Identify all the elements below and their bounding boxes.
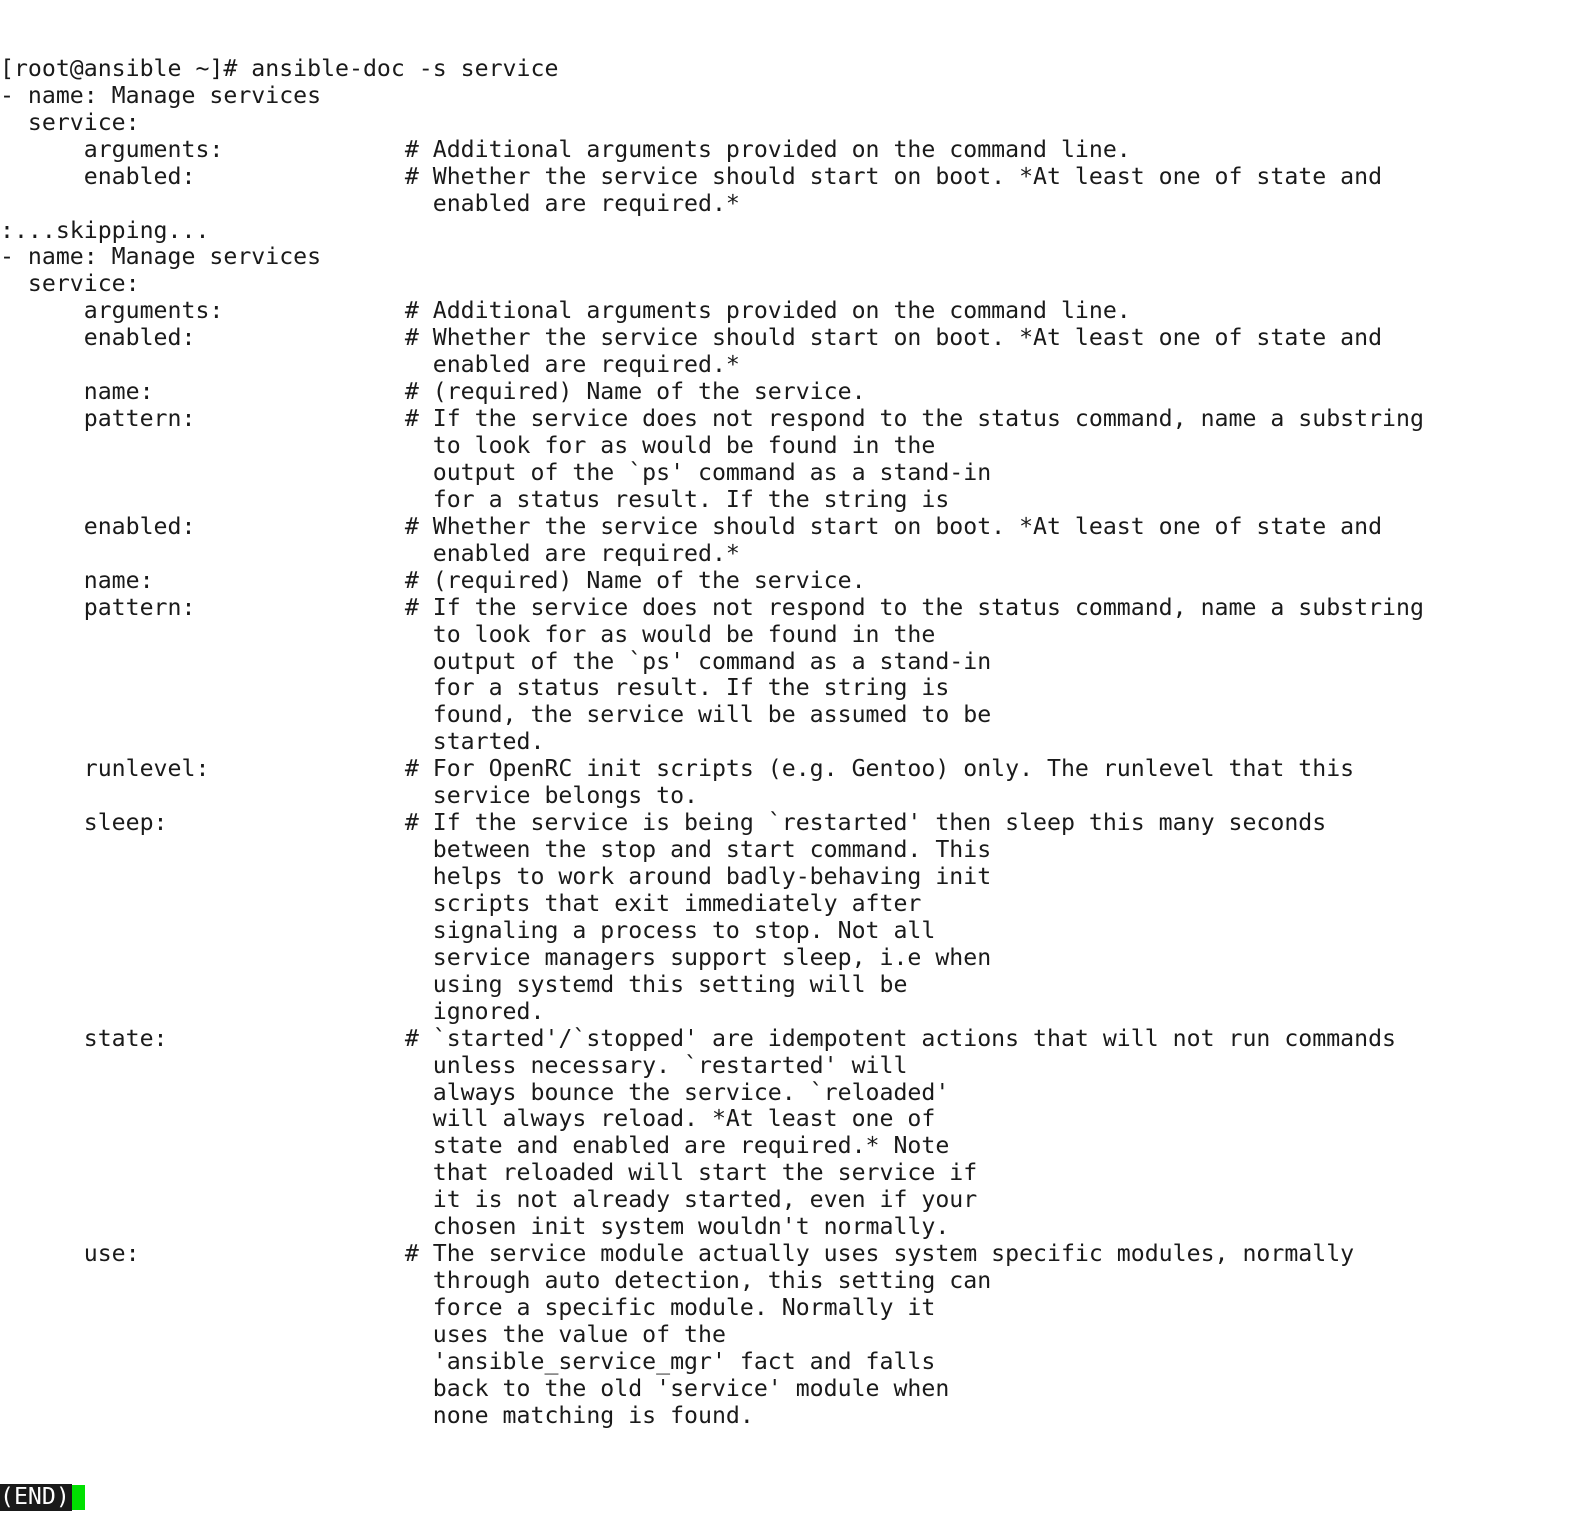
terminal-line: it is not already started, even if your <box>0 1187 978 1214</box>
terminal-line: always bounce the service. `reloaded' <box>0 1079 950 1106</box>
terminal-line: 'ansible_service_mgr' fact and falls <box>0 1348 936 1375</box>
terminal-line: enabled: # Whether the service should start on boot. *At least one of state and <box>0 513 1383 540</box>
terminal-line: to look for as would be found in the <box>0 621 936 648</box>
terminal-line: through auto detection, this setting can <box>0 1268 992 1295</box>
terminal-line: force a specific module. Normally it <box>0 1295 936 1322</box>
terminal-line: service belongs to. <box>0 783 699 810</box>
terminal-line: runlevel: # For OpenRC init scripts (e.g. Gentoo) only. The runlevel that this <box>0 756 1355 783</box>
terminal-line: unless necessary. `restarted' will <box>0 1052 908 1079</box>
terminal-line: started. <box>0 729 545 756</box>
terminal-line: none matching is found. <box>0 1402 754 1429</box>
terminal-line: output of the `ps' command as a stand-in <box>0 459 992 486</box>
terminal-line: ignored. <box>0 998 545 1025</box>
terminal-line: enabled are required.* <box>0 540 740 567</box>
terminal-line: that reloaded will start the service if <box>0 1160 978 1187</box>
terminal-line: enabled are required.* <box>0 190 740 217</box>
terminal-line: service: <box>0 109 140 136</box>
terminal-line: enabled: # Whether the service should start on boot. *At least one of state and <box>0 163 1383 190</box>
terminal-line: arguments: # Additional arguments provided on the command line. <box>0 298 1131 325</box>
terminal-line: helps to work around badly-behaving init <box>0 864 992 891</box>
terminal-line: for a status result. If the string is <box>0 486 950 513</box>
terminal-line: chosen init system wouldn't normally. <box>0 1214 950 1241</box>
terminal-line: - name: Manage services <box>0 244 322 271</box>
terminal-line: state and enabled are required.* Note <box>0 1133 950 1160</box>
terminal-line: using systemd this setting will be <box>0 971 908 998</box>
terminal-line: service managers support sleep, i.e when <box>0 944 992 971</box>
terminal-line: - name: Manage services <box>0 82 322 109</box>
terminal-line: use: # The service module actually uses system specific modules, normally <box>0 1241 1355 1268</box>
terminal-line: arguments: # Additional arguments provided on the command line. <box>0 136 1131 163</box>
terminal-line: signaling a process to stop. Not all <box>0 917 936 944</box>
terminal-line: name: # (required) Name of the service. <box>0 567 866 594</box>
cursor-block <box>72 1485 85 1510</box>
terminal-line: found, the service will be assumed to be <box>0 702 992 729</box>
terminal-lines <box>0 56 1575 1430</box>
terminal-line: name: # (required) Name of the service. <box>0 379 866 406</box>
terminal-line: :...skipping... <box>0 217 210 244</box>
pager-status: (END) <box>0 1482 70 1510</box>
terminal-output[interactable] <box>0 2 1575 1538</box>
terminal-line: enabled: # Whether the service should start on boot. *At least one of state and <box>0 325 1383 352</box>
terminal-line: between the stop and start command. This <box>0 837 992 864</box>
terminal-line: service: <box>0 271 140 298</box>
terminal-line: pattern: # If the service does not respond to the status command, name a substring <box>0 594 1424 621</box>
terminal-line: to look for as would be found in the <box>0 433 936 460</box>
terminal-line: [root@ansible ~]# ansible-doc -s service <box>0 55 559 82</box>
terminal-line: scripts that exit immediately after <box>0 890 922 917</box>
terminal-line: output of the `ps' command as a stand-in <box>0 648 992 675</box>
terminal-line: uses the value of the <box>0 1321 726 1348</box>
terminal-line: pattern: # If the service does not respond to the status command, name a substring <box>0 406 1424 433</box>
terminal-line: enabled are required.* <box>0 352 740 379</box>
terminal-line: will always reload. *At least one of <box>0 1106 936 1133</box>
terminal-line: for a status result. If the string is <box>0 675 950 702</box>
terminal-line: sleep: # If the service is being `restarted' then sleep this many seconds <box>0 810 1327 837</box>
pager-status-line <box>0 1484 1575 1511</box>
terminal-line: back to the old 'service' module when <box>0 1375 950 1402</box>
terminal-line: state: # `started'/`stopped' are idempotent actions that will not run commands <box>0 1025 1397 1052</box>
